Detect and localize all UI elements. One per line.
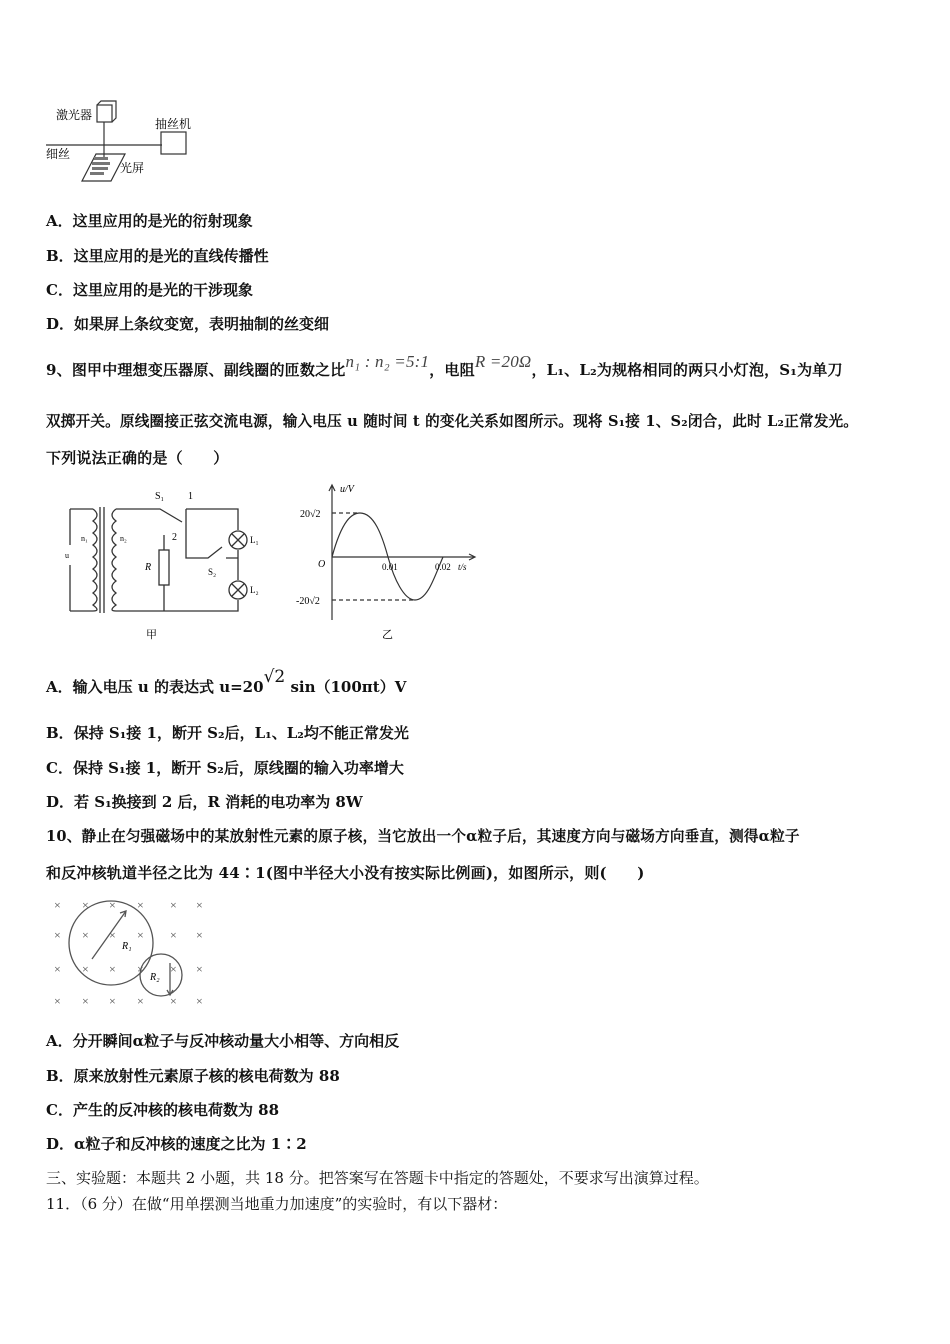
q8-option-c: C．这里应用的是光的干涉现象: [46, 281, 253, 299]
field-cross-icon: ×: [54, 898, 61, 912]
field-cross-icon: ×: [82, 962, 89, 976]
y-axis-label: u/V: [340, 484, 354, 495]
field-cross-icon: ×: [170, 898, 177, 912]
origin-label: O: [318, 559, 326, 570]
turns-ratio: n₁ : n₂ =5:1: [345, 352, 430, 371]
wire-label: 细丝: [46, 147, 71, 161]
n2-label: n₂: [120, 534, 127, 543]
field-cross-icon: ×: [82, 928, 89, 942]
puller-label: 抽丝机: [155, 117, 192, 131]
y-min-label: -20√2: [296, 596, 320, 607]
q9-option-d: D．若 S₁换接到 2 后，R 消耗的电功率为 8W: [46, 793, 363, 811]
field-cross-icon: ×: [109, 962, 116, 976]
transformer-circuit-figure: [60, 485, 270, 645]
field-cross-icon: ×: [109, 994, 116, 1008]
laser-diffraction-figure: [40, 92, 240, 192]
pos1-label: 1: [188, 491, 193, 502]
field-cross-icon: ×: [137, 898, 144, 912]
field-cross-icon: ×: [137, 994, 144, 1008]
field-cross-icon: ×: [170, 994, 177, 1008]
q10-option-a: A．分开瞬间α粒子与反冲核动量大小相等、方向相反: [46, 1032, 400, 1050]
option-text: sin（100πt）V: [285, 678, 407, 696]
field-cross-icon: ×: [109, 898, 116, 912]
q9-option-b: B．保持 S₁接 1，断开 S₂后，L₁、L₂均不能正常发光: [46, 724, 409, 742]
field-cross-icon: ×: [137, 962, 144, 976]
r-label: R: [145, 562, 152, 573]
q9-text: ，L₁、L₂为规格相同的两只小灯泡，S₁为单刀: [531, 361, 843, 379]
voltage-waveform-chart: [290, 480, 490, 645]
screen-label: 光屏: [120, 161, 145, 175]
q10-stem-line1: 10、静止在匀强磁场中的某放射性元素的原子核，当它放出一个α粒子后，其速度方向与磁场方向垂直，测得α粒子: [46, 828, 800, 845]
figure-caption-yi: 乙: [382, 629, 393, 641]
field-cross-icon: ×: [82, 994, 89, 1008]
magnetic-field-figure: [48, 893, 218, 1011]
s1-label: S₁: [155, 491, 165, 502]
field-cross-icon: ×: [137, 928, 144, 942]
field-cross-icon: ×: [54, 962, 61, 976]
option-text: A．输入电压 u 的表达式 u=20: [46, 678, 264, 696]
figure-caption-jia: 甲: [146, 629, 157, 641]
q10-option-d: D．α粒子和反冲核的速度之比为 1∶2: [46, 1135, 307, 1153]
q11-stem: 11．（6 分）在做“用单摆测当地重力加速度”的实验时，有以下器材：: [46, 1195, 508, 1213]
field-cross-icon: ×: [196, 994, 203, 1008]
q8-option-a: A．这里应用的是光的衍射现象: [46, 212, 253, 230]
resistance-value: R =20Ω: [474, 352, 532, 371]
q10-option-c: C．产生的反冲核的核电荷数为 88: [46, 1101, 280, 1119]
l1-label: L₁: [250, 535, 259, 545]
field-cross-icon: ×: [196, 928, 203, 942]
field-cross-icon: ×: [109, 928, 116, 942]
q10-stem-line2: 和反冲核轨道半径之比为 44∶1(图中半径大小没有按实际比例画)，如图所示，则( ): [46, 864, 645, 882]
q9-option-a: [46, 667, 407, 697]
n1-label: n₁: [81, 534, 88, 543]
field-cross-icon: ×: [54, 928, 61, 942]
s2-label: S₂: [208, 567, 217, 577]
field-cross-icon: ×: [170, 928, 177, 942]
q9-stem-line3: 下列说法正确的是（ ）: [46, 449, 229, 467]
laser-label: 激光器: [56, 108, 93, 122]
q8-option-b: B．这里应用的是光的直线传播性: [46, 247, 269, 265]
field-cross-icon: ×: [170, 962, 177, 976]
section-3-heading: 三、实验题：本题共 2 小题，共 18 分。把答案写在答题卡中指定的答题处，不要求写出演算过程。: [46, 1169, 709, 1187]
y-max-label: 20√2: [300, 509, 321, 520]
u-label: u: [65, 551, 69, 560]
x-tick-002: 0.02: [435, 562, 451, 572]
l2-label: L₂: [250, 585, 259, 595]
q9-stem-line1: [46, 352, 843, 380]
q9-stem-line2: 双掷开关。原线圈接正弦交流电源，输入电压 u 随时间 t 的变化关系如图所示。现将 S₁接 1、S₂闭合，此时 L₂正常发光。: [46, 413, 859, 430]
q9-option-c: C．保持 S₁接 1，断开 S₂后，原线圈的输入功率增大: [46, 759, 404, 777]
q9-text: 9、图甲中理想变压器原、副线圈的匝数之比: [46, 361, 346, 379]
pos2-label: 2: [172, 532, 177, 543]
field-cross-icon: ×: [196, 898, 203, 912]
q10-option-b: B．原来放射性元素原子核的核电荷数为 88: [46, 1067, 340, 1085]
field-cross-icon: ×: [82, 898, 89, 912]
r1-label: R₁: [122, 941, 132, 952]
field-cross-icon: ×: [196, 962, 203, 976]
q8-option-d: D．如果屏上条纹变宽，表明抽制的丝变细: [46, 315, 330, 333]
sqrt2: √2: [263, 667, 286, 687]
r2-label: R₂: [150, 972, 160, 983]
q9-text: ，电阻: [429, 361, 475, 379]
x-tick-001: 0.01: [382, 562, 398, 572]
field-cross-icon: ×: [54, 994, 61, 1008]
x-axis-label: t/s: [458, 562, 467, 572]
